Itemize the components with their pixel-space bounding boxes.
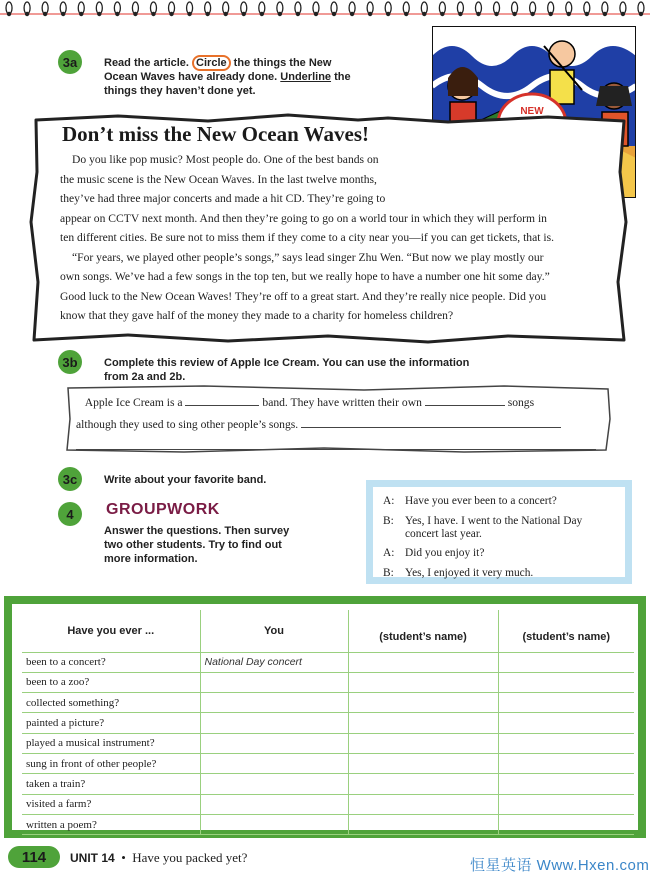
spiral-hole — [603, 12, 607, 16]
article-line: own songs. We’ve had a few songs in the top ten, but we really hope to have a number one hit some day.” — [60, 270, 550, 283]
answer-cell-you[interactable] — [200, 733, 348, 753]
article-line: Good luck to the New Ocean Waves! They’re off to a great start. And they’re really nice people. Did you — [60, 289, 547, 303]
table-row — [22, 794, 634, 814]
review-blank-songs[interactable] — [425, 394, 505, 406]
answer-cell-student-1[interactable] — [348, 733, 498, 753]
article-line: ten different cities. Be sure not to miss them if they come to a city near you—if you can get tickets, that is. — [60, 231, 555, 244]
spiral-hole — [43, 12, 47, 16]
question-cell: written a poem? — [22, 814, 200, 834]
answer-cell-student-2[interactable] — [498, 672, 634, 692]
spiral-hole — [422, 12, 426, 16]
answer-cell-student-2[interactable] — [498, 652, 634, 672]
spiral-hole — [512, 12, 516, 16]
groupwork-title: GROUPWORK — [106, 501, 220, 518]
spiral-hole — [639, 12, 643, 16]
answer-cell-student-2[interactable] — [498, 733, 634, 753]
instruction-3b: Complete this review of Apple Ice Cream. You can use the information from 2a and 2b. — [104, 357, 470, 383]
spiral-hole — [440, 12, 444, 16]
answer-cell-student-1[interactable] — [348, 794, 498, 814]
answer-cell-student-2[interactable] — [498, 713, 634, 733]
spiral-hole — [133, 12, 137, 16]
exercise-badge-3c: 3c — [58, 467, 82, 491]
answer-cell-student-2[interactable] — [498, 774, 634, 794]
spiral-hole — [585, 12, 589, 16]
spiral-hole — [332, 12, 336, 16]
review-blank-type[interactable] — [185, 394, 259, 406]
answer-cell-you[interactable] — [200, 814, 348, 834]
table-row — [22, 733, 634, 753]
example-dialog-box: A: Have you ever been to a concert? B: Yes, I have. I went to the National Day concert last year. A: Did you enjoy it? B: Yes, I enjoyed it very much. — [366, 480, 632, 584]
header-you: You — [200, 610, 348, 652]
spiral-hole — [548, 12, 552, 16]
answer-cell-student-2[interactable] — [498, 794, 634, 814]
article-line: “For years, we played other people’s songs,” says lead singer Zhu Wen. “But now we play mostly our — [72, 250, 544, 264]
answer-cell-student-1[interactable] — [348, 693, 498, 713]
spiral-hole — [458, 12, 462, 16]
spiral-hole — [25, 12, 29, 16]
table-row — [22, 753, 634, 773]
answer-cell-student-1[interactable] — [348, 652, 498, 672]
table-row — [22, 652, 634, 672]
article-line: appear on CCTV next month. And then they’re going to go on a world tour in which they will perform in — [60, 211, 547, 225]
spiral-hole — [115, 12, 119, 16]
instruction-4: Answer the questions. Then survey two other students. Try to find out more information. — [104, 525, 290, 565]
spiral-hole — [296, 12, 300, 16]
spiral-hole — [97, 12, 101, 16]
question-cell: sung in front of other people? — [22, 753, 200, 773]
answer-cell-student-1[interactable] — [348, 814, 498, 834]
question-cell: been to a concert? — [22, 652, 200, 672]
spiral-hole — [404, 12, 408, 16]
article-title: Don’t miss the New Ocean Waves! — [62, 122, 370, 146]
question-cell: visited a farm? — [22, 794, 200, 814]
answer-cell-you[interactable]: National Day concert — [200, 652, 348, 672]
review-text: Apple Ice Cream is a band. They have written their own songs although they used to sing other people’s songs. — [76, 392, 606, 458]
article-line: they’ve had three major concerts and made a hit CD. They’re going to — [60, 192, 386, 205]
answer-cell-you[interactable] — [200, 753, 348, 773]
spiral-hole — [278, 12, 282, 16]
spiral-hole — [223, 12, 227, 16]
answer-cell-you[interactable] — [200, 774, 348, 794]
question-cell: been to a zoo? — [22, 672, 200, 692]
table-row — [22, 713, 634, 733]
watermark: 恒星英语 Www.Hxen.com — [470, 857, 650, 874]
page-number: 114 — [8, 846, 60, 868]
spiral-hole — [350, 12, 354, 16]
spiral-hole — [187, 12, 191, 16]
table-row — [22, 693, 634, 713]
answer-cell-student-1[interactable] — [348, 713, 498, 733]
answer-cell-student-2[interactable] — [498, 814, 634, 834]
article-line: the music scene is the New Ocean Waves. In the last twelve months, — [60, 172, 377, 186]
header-student-name-2: (student’s name) — [498, 610, 634, 652]
article-box — [28, 112, 628, 344]
answer-cell-student-1[interactable] — [348, 753, 498, 773]
spiral-binding — [0, 0, 650, 22]
spiral-hole — [368, 12, 372, 16]
header-have-you-ever: Have you ever ... — [22, 610, 200, 652]
spiral-hole — [242, 12, 246, 16]
review-blank-line2[interactable] — [76, 438, 596, 450]
table-row — [22, 672, 634, 692]
review-box — [64, 384, 612, 454]
answer-cell-you[interactable] — [200, 713, 348, 733]
spiral-hole — [260, 12, 264, 16]
spiral-hole — [205, 12, 209, 16]
spiral-hole — [61, 12, 65, 16]
table-row — [22, 814, 634, 834]
spiral-hole — [169, 12, 173, 16]
exercise-badge-3a: 3a — [58, 50, 82, 74]
spiral-hole — [476, 12, 480, 16]
review-blank-line1[interactable] — [301, 416, 561, 428]
spiral-hole — [621, 12, 625, 16]
spiral-hole — [530, 12, 534, 16]
question-cell: collected something? — [22, 693, 200, 713]
exercise-badge-4: 4 — [58, 502, 82, 526]
instruction-3a: Read the article. Circle the things the New Ocean Waves have already done. Underline the things they haven’t done yet. — [104, 57, 351, 97]
question-cell: painted a picture? — [22, 713, 200, 733]
exercise-badge-3b: 3b — [58, 350, 82, 374]
spiral-hole — [567, 12, 571, 16]
spiral-hole — [79, 12, 83, 16]
question-cell: played a musical instrument? — [22, 733, 200, 753]
survey-table — [22, 610, 634, 835]
survey-table-frame — [4, 596, 646, 838]
spiral-hole — [7, 12, 11, 16]
answer-cell-you[interactable] — [200, 794, 348, 814]
article-line: know that they gave half of the money they made to a charity for homeless children? — [60, 309, 454, 322]
table-row — [22, 774, 634, 794]
instruction-3c: Write about your favorite band. — [104, 474, 267, 486]
answer-cell-you[interactable] — [200, 693, 348, 713]
answer-cell-student-2[interactable] — [498, 693, 634, 713]
answer-cell-student-1[interactable] — [348, 774, 498, 794]
article-line: Do you like pop music? Most people do. One of the best bands on — [72, 153, 379, 166]
answer-cell-student-1[interactable] — [348, 672, 498, 692]
spiral-hole — [314, 12, 318, 16]
answer-cell-student-2[interactable] — [498, 753, 634, 773]
unit-title: UNIT 14 • Have you packed yet? — [70, 850, 248, 865]
spiral-hole — [151, 12, 155, 16]
spiral-hole — [386, 12, 390, 16]
question-cell: taken a train? — [22, 774, 200, 794]
answer-cell-you[interactable] — [200, 672, 348, 692]
spiral-hole — [494, 12, 498, 16]
header-student-name-1: (student’s name) — [348, 610, 498, 652]
svg-text:NEW: NEW — [520, 106, 544, 117]
